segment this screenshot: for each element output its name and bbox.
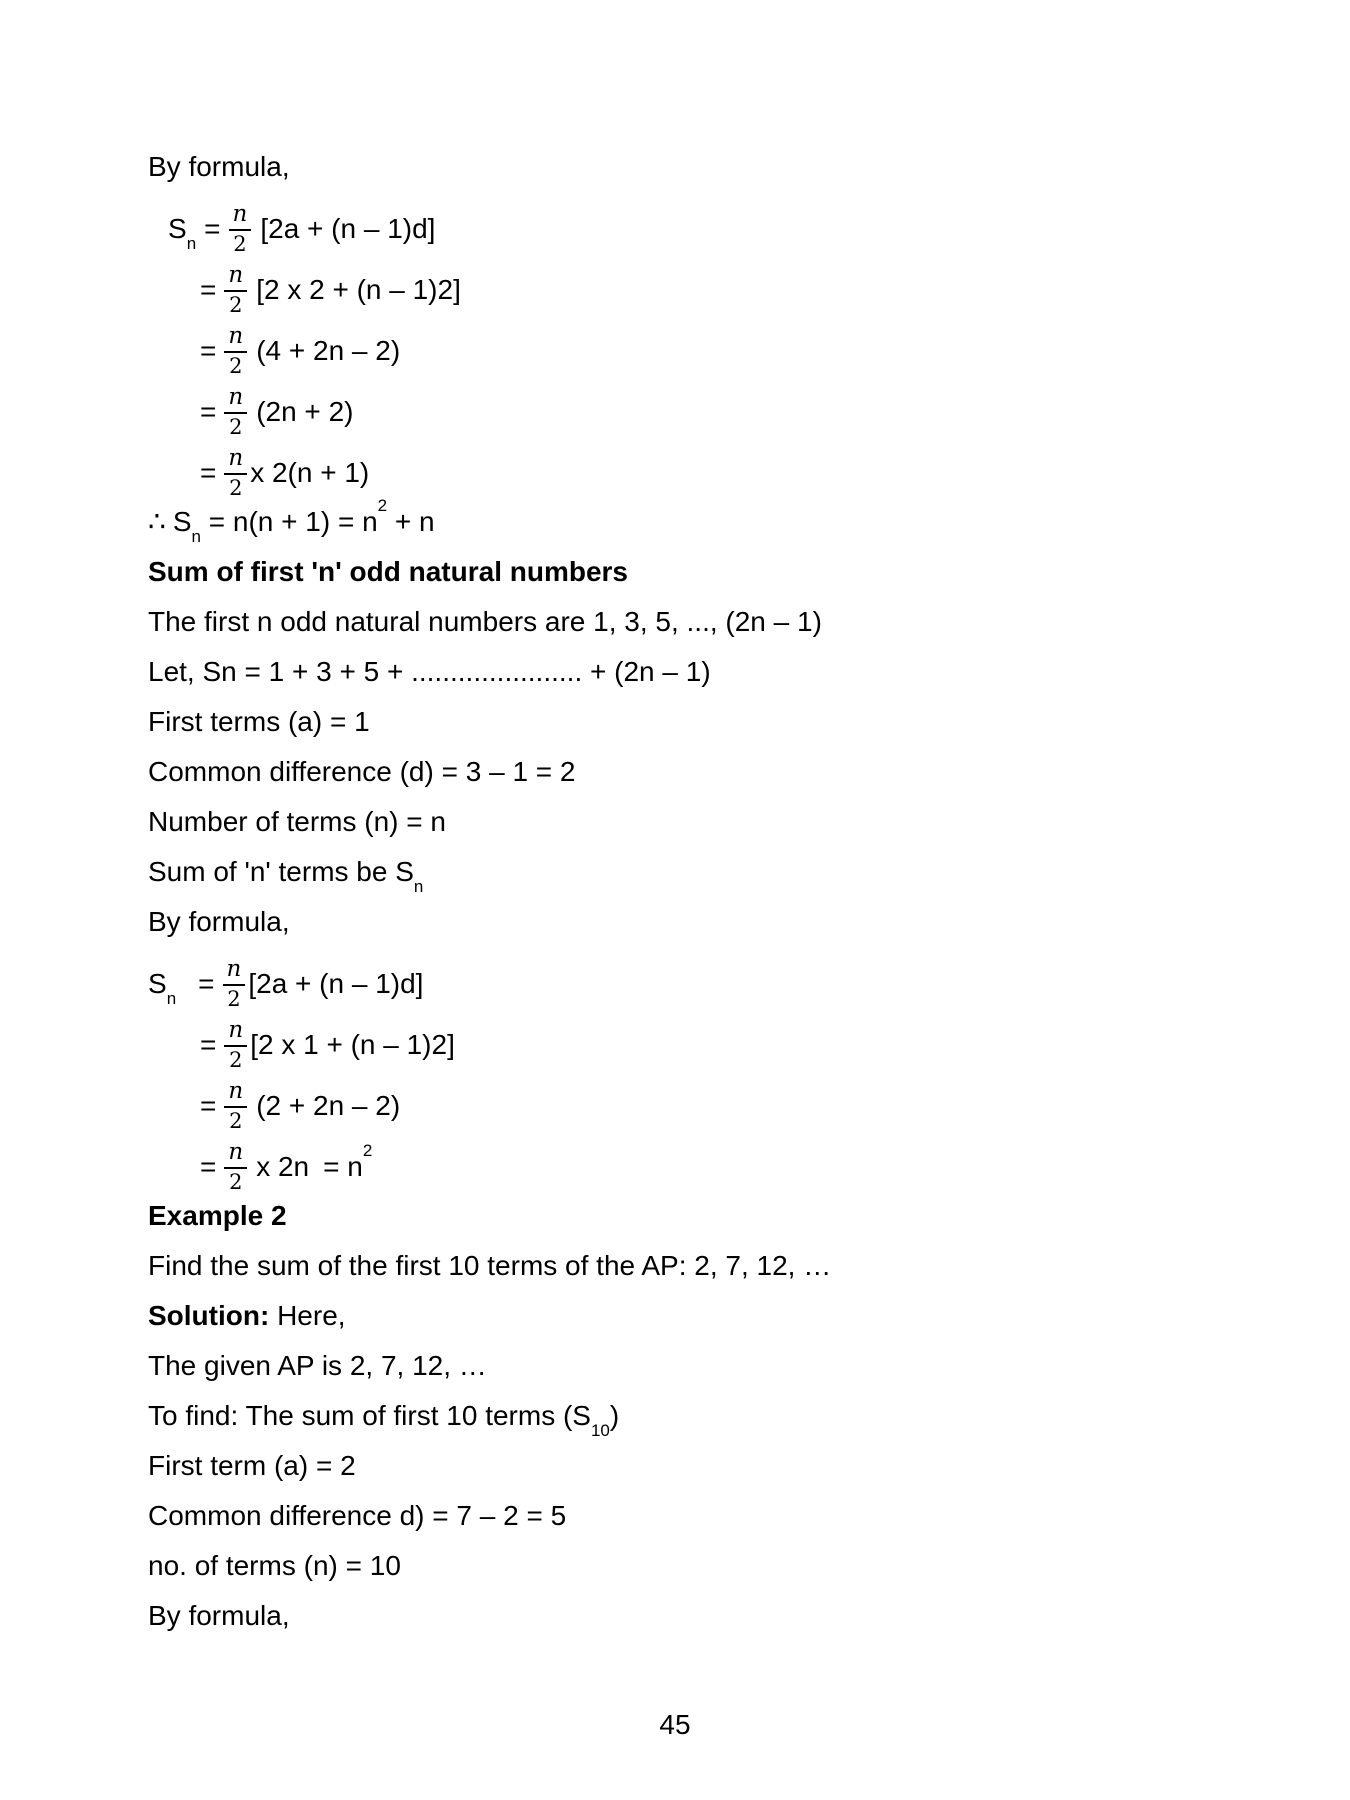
fraction-denominator: 2 [229,1048,243,1072]
paragraph: Number of terms (n) = n [148,806,446,837]
paragraph-text: Here, [269,1300,346,1331]
fraction-denominator: 2 [229,1109,243,1133]
section-heading: Sum of first 'n' odd natural numbers [148,556,629,587]
paragraph-by-formula: By formula, [148,1600,290,1631]
equation-result: = $n^2$ [323,1140,373,1182]
subscript: n [186,233,197,253]
paragraph-by-formula: By formula, [148,906,290,937]
subscript: n [413,876,424,896]
equation-rhs: x 2n [256,1151,310,1182]
equation-rhs: x 2(n + 1) [250,457,370,488]
paragraph: First terms (a) = 1 [148,706,370,737]
conclusion-text: + n [387,506,435,537]
paragraph-by-formula: By formula, [148,151,290,182]
equation-rhs: [2a + (n – 1)d] [248,968,424,999]
paragraph [148,1399,1240,1440]
paragraph-text: To find: The sum of first 10 terms (S [148,1400,591,1431]
paragraph [148,855,1240,896]
equals-sign: = [204,213,221,244]
paragraph: First term (a) = 2 [148,1450,356,1481]
equation-line [200,261,1240,319]
paragraph-solution [148,1299,1240,1333]
equation-line [200,322,1240,380]
fraction-numerator: n [224,264,247,292]
example-heading: Example 2 [148,1200,287,1231]
fraction [224,447,247,499]
fraction-denominator: 2 [229,476,243,500]
fraction-numerator: n [224,386,247,414]
fraction [224,1019,247,1071]
subscript: n [166,988,177,1008]
equation-rhs: [2 x 1 + (n – 1)2] [250,1029,455,1060]
paragraph: The given AP is 2, 7, 12, … [148,1350,487,1381]
equals-sign: = [200,1151,217,1182]
fraction-numerator: n [224,325,247,353]
paragraph: Let, Sn = 1 + 3 + 5 + ...................... + (2n – 1) [148,656,711,687]
fraction-denominator: 2 [229,293,243,317]
equals-sign: = [200,1090,217,1121]
fraction [224,1141,247,1193]
equation-line [200,1077,1240,1135]
subscript: 10 [590,1420,610,1440]
equals-sign: = [200,335,217,366]
equals-sign: = [198,968,215,999]
fraction-denominator: 2 [229,415,243,439]
fraction [224,264,247,316]
equation-rhs: (2 + 2n – 2) [256,1090,401,1121]
fraction-numerator: n [224,1080,247,1108]
equation-rhs: [2a + (n – 1)d] [260,213,436,244]
equation-line [168,200,1240,258]
fraction-denominator: 2 [233,232,247,256]
paragraph: Common difference d) = 7 – 2 = 5 [148,1500,567,1531]
fraction [224,386,247,438]
fraction-numerator: n [224,1019,247,1047]
superscript: 2 [377,495,388,515]
equation-lhs: $S_n$ [148,968,177,1008]
equation-line [200,1138,1240,1196]
paragraph: Common difference (d) = 3 – 1 = 2 [148,756,576,787]
fraction-numerator: n [224,447,247,475]
solution-label: Solution: [148,1300,270,1331]
paragraph-text: ) [609,1400,620,1431]
equation-line [200,444,1240,502]
equation-line [200,383,1240,441]
equation-lhs: $S_n$ [168,213,197,253]
subscript: n [191,526,201,546]
paragraph: no. of terms (n) = 10 [148,1550,401,1581]
equation-rhs: (2n + 2) [256,396,354,427]
fraction-numerator: n [224,1141,247,1169]
conclusion-text: S [172,506,192,537]
equals-sign: = [200,457,217,488]
paragraph: Find the sum of the first 10 terms of the AP: 2, 7, 12, … [148,1250,832,1281]
equals-sign: = [200,396,217,427]
fraction-numerator: n [223,958,246,986]
fraction-numerator: n [229,203,252,231]
conclusion-text: = n(n + 1) = n [200,506,378,537]
therefore-symbol: ∴ [148,506,166,537]
superscript: 2 [362,1140,373,1160]
paragraph-text: Sum of 'n' terms be S [148,856,414,887]
fraction [224,325,247,377]
fraction-denominator: 2 [227,987,241,1011]
equation-line [200,1016,1240,1074]
fraction [223,958,246,1010]
equation-line [148,955,1240,1013]
paragraph: The first n odd natural numbers are 1, 3, 5, ..., (2n – 1) [148,606,822,637]
fraction [229,203,252,255]
equals-sign: = [200,274,217,305]
conclusion-line [148,495,1240,546]
fraction-denominator: 2 [229,1170,243,1194]
fraction-denominator: 2 [229,354,243,378]
equation-rhs: [2 x 2 + (n – 1)2] [256,274,461,305]
fraction [224,1080,247,1132]
equals-sign: = [200,1029,217,1060]
page-number: 45 [659,1709,691,1740]
equation-rhs: (4 + 2n – 2) [256,335,401,366]
